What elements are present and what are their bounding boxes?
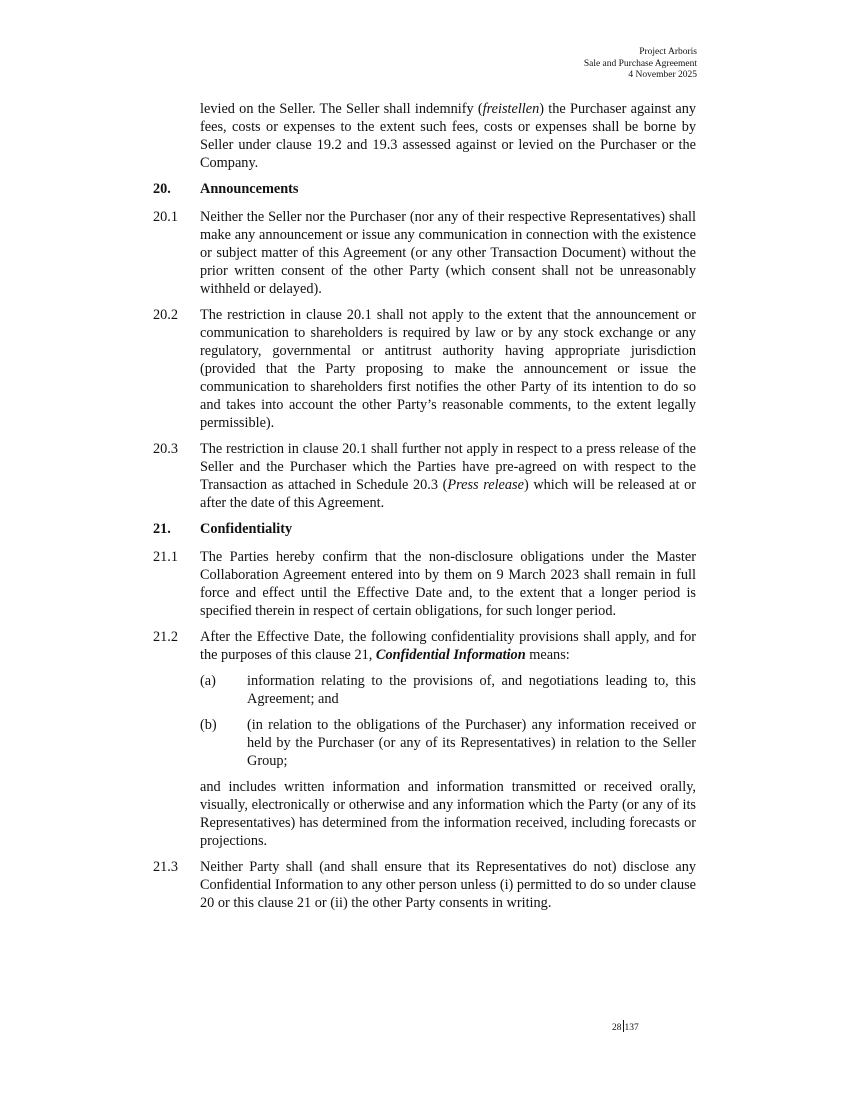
current-page: 28 [612, 1023, 622, 1033]
section-20-number: 20. [153, 181, 171, 197]
clause-21-1-number: 21.1 [153, 549, 179, 565]
clause-21-3-number: 21.3 [153, 859, 179, 875]
total-pages: 137 [624, 1023, 639, 1033]
clause-20-1-text: Neither the Seller nor the Purchaser (nor any of their respective Representatives) shall make any announcement or issue any communication in connection with the existence or subject matter of this Agreement (or any other Transaction Document) without the prior written consent of the other Party (which consent shall not be unreasonably withheld or delayed). [200, 209, 696, 297]
section-21-heading [153, 520, 696, 538]
clause-20-2-text: The restriction in clause 20.1 shall not apply to the extent that the announcement or communication to shareholders is required by law or by any stock exchange or any regulatory, governmental or antitrust authority having appropriate jurisdiction (provided that the Party proposing to make the announcement or issue the communication to shareholders first notifies the other Party of its intention to do so and takes into account the other Party’s reasonable comments, to the extent legally permissible). [200, 307, 696, 431]
header-date: 4 November 2025 [628, 70, 697, 80]
header-doc-title: Sale and Purchase Agreement [583, 58, 697, 69]
clause-20-3-number: 20.3 [153, 441, 179, 457]
page-separator [623, 1020, 624, 1032]
clause-21-1 [153, 548, 696, 620]
clause-21-3 [153, 858, 696, 912]
subclause-21-2-a [200, 672, 696, 708]
clause-20-3-italic-term: Press release [447, 477, 524, 493]
clause-20-1 [153, 208, 696, 298]
clause-20-2-number: 20.2 [153, 307, 179, 323]
clause-21-3-text: Neither Party shall (and shall ensure that its Representatives do not) disclose any Confidential Information to any other person unless (i) permitted to do so under clause 20 or this clause 21 or (ii) the other Party consents in writing. [200, 859, 696, 911]
document-body [153, 100, 696, 920]
subclause-21-2-b-number: (b) [200, 717, 217, 733]
header-project: Project Arboris [639, 47, 697, 57]
page-number [612, 1020, 639, 1034]
intro-paragraph: levied on the Seller. The Seller shall indemnify (freistellen) the Purchaser against any fees, costs or expenses to the extent such fees, costs or expenses shall be borne by Seller under clause 19.2 and 19.3 assessed against or levied on the Purchaser or the Company. [200, 101, 696, 171]
subclause-21-2-b-text: (in relation to the obligations of the Purchaser) any information received or held by the Purchaser (or any of its Representatives) in relation to the Seller Group; [247, 717, 696, 769]
clause-20-3 [153, 440, 696, 512]
clause-21-1-text: The Parties hereby confirm that the non-disclosure obligations under the Master Collaboration Agreement entered into by them on 9 March 2023 shall remain in full force and effect until the Effective Date and, to the extent that a longer period is specified therein in respect of certain obligations, for such longer period. [200, 549, 696, 619]
clause-21-2-tail-text: and includes written information and information transmitted or received orally, visually, electronically or otherwise and any information which the Party (or any of its Representatives) has determined from the information received, including forecasts or projections. [200, 779, 696, 849]
clause-20-3-text: The restriction in clause 20.1 shall further not apply in respect to a press release of the Seller and the Purchaser which the Parties have pre-agreed on with respect to the Transaction as attached in Schedule 20.3 (Press release) which will be released at or after the date of this Agreement. [200, 441, 696, 511]
subclause-21-2-b [200, 716, 696, 770]
clause-21-2-number: 21.2 [153, 629, 179, 645]
clause-20-2 [153, 306, 696, 432]
section-20-title: Announcements [200, 181, 299, 197]
subclause-21-2-a-number: (a) [200, 673, 216, 689]
section-21-title: Confidentiality [200, 521, 293, 537]
clause-20-1-number: 20.1 [153, 209, 179, 225]
subclause-21-2-a-text: information relating to the provisions of, and negotiations leading to, this Agreement; and [247, 673, 696, 707]
intro-italic-term: freistellen [482, 101, 540, 117]
page-header [584, 47, 697, 82]
clause-21-2-text: After the Effective Date, the following confidentiality provisions shall apply, and for the purposes of this clause 21, Confidential Information means: [200, 629, 696, 663]
defined-term-confidential-information: Confidential Information [375, 647, 526, 663]
section-21-number: 21. [153, 521, 171, 537]
section-20-heading [153, 180, 696, 198]
clause-21-2 [153, 628, 696, 850]
